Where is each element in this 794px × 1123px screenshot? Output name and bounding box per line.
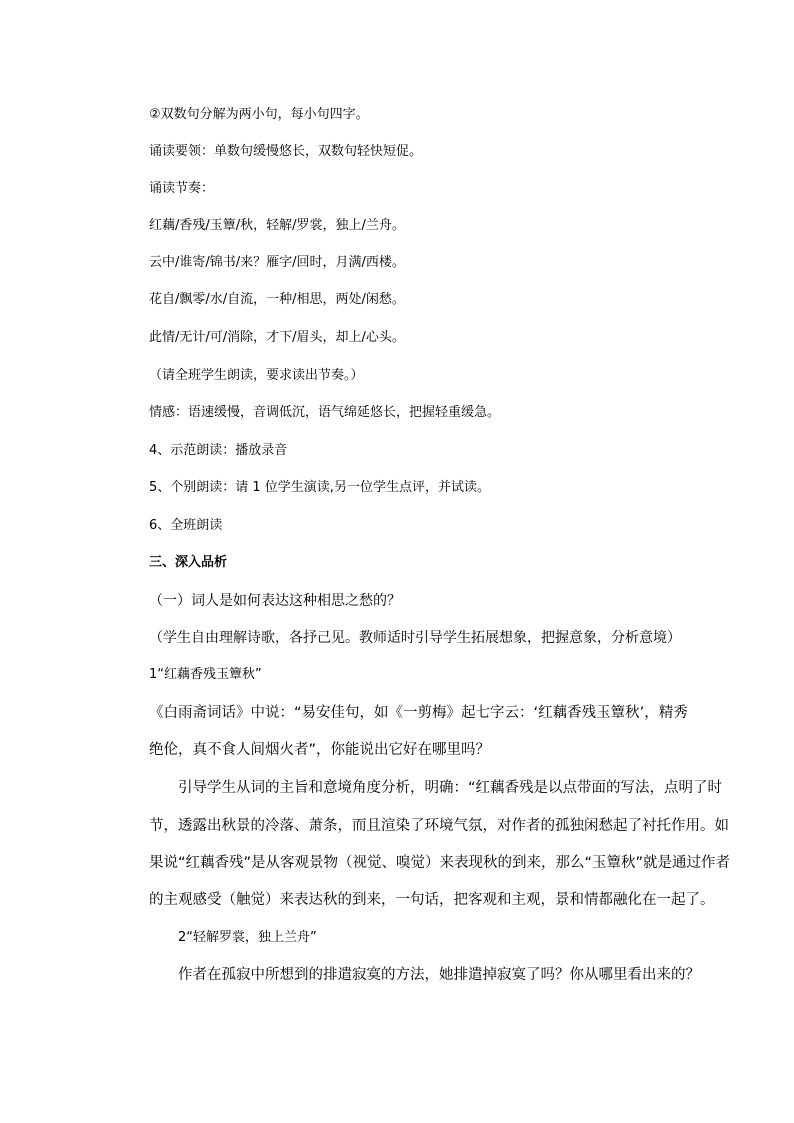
text-line: 5、个别朗读：请 1 位学生演读,另一位学生点评，并试读。 — [149, 480, 490, 495]
text-line: 花自/飘零/水/自流，一种/相思，两处/闲愁。 — [149, 292, 405, 307]
paragraph-line: 果说“红藕香残”是从客观景物（视觉、嗅觉）来表现秋的到来，那么“玉簟秋”就是通过作者 — [149, 855, 731, 871]
subsection-heading: （一）词人是如何表达这种相思之愁的？ — [149, 593, 401, 609]
paragraph-line: 引导学生从词的主旨和意境角度分析，明确：“红藕香残是以点带面的写法，点明了时 — [178, 780, 723, 796]
section-heading: 三、深入品析 — [149, 555, 228, 570]
text-line: （请全班学生朗读，要求读出节奏。） — [149, 368, 364, 383]
text-line: 云中/谁寄/锦书/来？雁字/回时，月满/西楼。 — [149, 255, 405, 270]
text-line: 红藕/香残/玉簟/秋，轻解/罗裳，独上/兰舟。 — [149, 218, 405, 233]
text-line: 诵读节奏： — [149, 181, 215, 196]
text-line: 情感：语速缓慢，音调低沉，语气绵延悠长，把握轻重缓急。 — [149, 405, 501, 420]
text-line: ②双数句分解为两小句，每小句四字。 — [149, 107, 369, 122]
text-line: 此情/无计/可/消除，才下/眉头，却上/心头。 — [149, 330, 405, 345]
text-line: （学生自由理解诗歌，各抒己见。教师适时引导学生拓展想象，把握意象，分析意境） — [149, 630, 681, 646]
quote-heading: 2“轻解罗裳，独上兰舟” — [178, 930, 317, 945]
text-line: 6、全班朗读 — [149, 518, 223, 533]
paragraph-line: 绝伦，真不食人间烟火者”，你能说出它好在哪里吗？ — [149, 742, 491, 758]
paragraph-line: 的主观感受（触觉）来表达秋的到来，一句话，把客观和主观，景和情都融化在一起了。 — [149, 892, 715, 908]
text-line: 4、示范朗读：播放录音 — [149, 443, 288, 458]
text-line: 诵读要领：单数句缓慢悠长，双数句轻快短促。 — [149, 144, 423, 159]
paragraph-line: 作者在孤寂中所想到的排遣寂寞的方法，她排遣掉寂寞了吗？你从哪里看出来的？ — [178, 967, 700, 983]
paragraph-line: 《白雨斋词话》中说：“易安佳句，如《一剪梅》起七字云：‘红藕香残玉簟秋’，精秀 — [149, 705, 688, 721]
quote-heading: 1“红藕香残玉簟秋” — [149, 667, 262, 682]
paragraph-line: 节，透露出秋景的冷落、萧条，而且渲染了环境气氛，对作者的孤独闲愁起了衬托作用。如 — [149, 818, 729, 834]
